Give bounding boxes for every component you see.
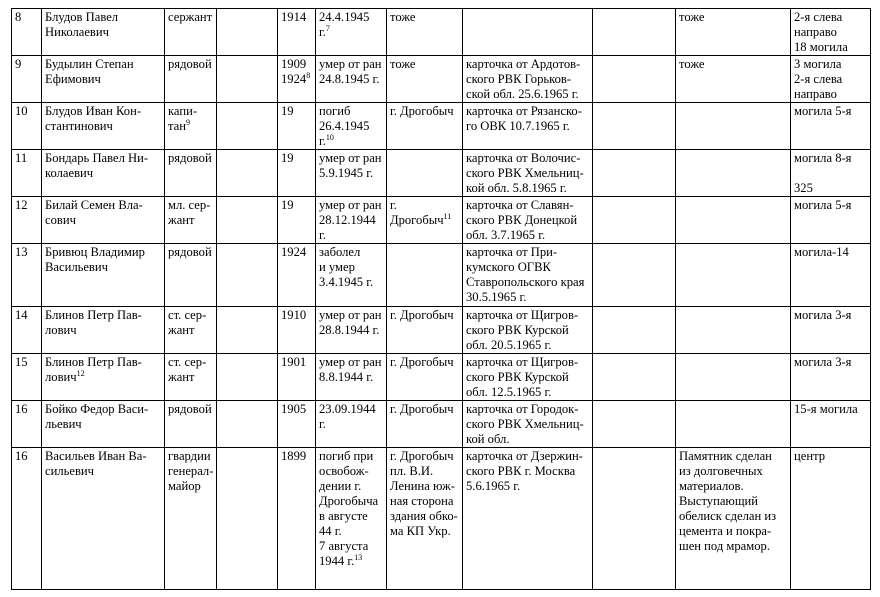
grave-location-cell <box>791 448 871 590</box>
burial-records-table <box>11 8 871 590</box>
burial-place-cell <box>387 56 463 103</box>
table-row <box>12 103 871 150</box>
row-number-cell <box>12 150 42 197</box>
death-info-cell <box>316 9 387 56</box>
table-row <box>12 307 871 354</box>
birth-year-text: 1905 <box>281 402 307 416</box>
remark-text: тоже <box>679 57 705 71</box>
footnote-marker: 13 <box>354 553 363 562</box>
birth-year-cell <box>278 307 316 354</box>
empty-cell <box>593 103 676 150</box>
burial-place-cell <box>387 354 463 401</box>
row-number-text: 15 <box>15 355 28 369</box>
grave-location-text: могила 5-я <box>794 104 852 118</box>
row-number-cell <box>12 244 42 307</box>
burial-place-text: г. Дрогобыч <box>390 402 454 416</box>
military-rank-cell <box>165 56 217 103</box>
remark-cell <box>676 9 791 56</box>
source-card-cell <box>463 354 593 401</box>
full-name-text: Блинов Петр Пав- лович <box>45 355 142 384</box>
grave-location-text: 2-я слева направо 18 могила <box>794 10 848 54</box>
birth-year-cell <box>278 9 316 56</box>
empty-cell <box>593 150 676 197</box>
death-info-cell <box>316 448 387 590</box>
military-rank-cell <box>165 197 217 244</box>
full-name-text: Блудов Павел Николаевич <box>45 10 119 39</box>
full-name-cell <box>42 307 165 354</box>
birth-year-cell <box>278 354 316 401</box>
source-card-text: карточка от Волочис- ского РВК Хмельниц- кой обл. 5.8.1965 г. <box>466 151 584 195</box>
footnote-marker: 7 <box>325 24 330 33</box>
row-number-text: 12 <box>15 198 28 212</box>
source-card-text: карточка от Щигров- ского РВК Курской обл. 12.5.1965 г. <box>466 355 579 399</box>
empty-cell <box>593 354 676 401</box>
empty-cell <box>593 56 676 103</box>
row-number-text: 16 <box>15 449 28 463</box>
full-name-cell <box>42 401 165 448</box>
source-card-text: карточка от Дзержин- ского РВК г. Москва 5.6.1965 г. <box>466 449 583 493</box>
empty-cell <box>217 150 278 197</box>
burial-place-cell <box>387 9 463 56</box>
remark-cell <box>676 401 791 448</box>
death-info-cell <box>316 401 387 448</box>
burial-place-cell <box>387 307 463 354</box>
burial-place-cell <box>387 448 463 590</box>
remark-cell <box>676 448 791 590</box>
empty-cell <box>217 354 278 401</box>
military-rank-text: ст. сер- жант <box>168 308 207 337</box>
death-info-text: умер от ран 28.12.1944 г. <box>319 198 382 242</box>
row-number-cell <box>12 354 42 401</box>
grave-location-cell <box>791 9 871 56</box>
birth-year-cell <box>278 401 316 448</box>
footnote-marker: 12 <box>76 369 85 378</box>
remark-cell <box>676 354 791 401</box>
death-info-cell <box>316 56 387 103</box>
death-info-text: погиб 26.4.1945 г. <box>319 104 370 148</box>
military-rank-text: рядовой <box>168 151 212 165</box>
full-name-text: Бойко Федор Васи- льевич <box>45 402 149 431</box>
military-rank-text: рядовой <box>168 245 212 259</box>
source-card-cell <box>463 244 593 307</box>
birth-year-cell <box>278 448 316 590</box>
row-number-cell <box>12 448 42 590</box>
death-info-cell <box>316 197 387 244</box>
full-name-cell <box>42 103 165 150</box>
table-row <box>12 150 871 197</box>
military-rank-cell <box>165 9 217 56</box>
empty-cell <box>217 9 278 56</box>
death-info-text: умер от ран 28.8.1944 г. <box>319 308 382 337</box>
empty-cell <box>593 9 676 56</box>
grave-location-text: могила 3-я <box>794 308 852 322</box>
full-name-cell <box>42 197 165 244</box>
burial-place-text: г. Дрогобыч <box>390 355 454 369</box>
full-name-text: Бривюц Владимир Васильевич <box>45 245 145 274</box>
row-number-text: 8 <box>15 10 22 24</box>
military-rank-text: рядовой <box>168 402 212 416</box>
death-info-text: 23.09.1944 г. <box>319 402 376 431</box>
row-number-cell <box>12 103 42 150</box>
full-name-cell <box>42 354 165 401</box>
birth-year-text: 1899 <box>281 449 307 463</box>
burial-place-text: г. Дрогобыч <box>390 308 454 322</box>
table-row <box>12 197 871 244</box>
full-name-cell <box>42 9 165 56</box>
source-card-text: карточка от Щигров- ского РВК Курской обл. 20.5.1965 г. <box>466 308 579 352</box>
row-number-cell <box>12 307 42 354</box>
military-rank-cell <box>165 150 217 197</box>
burial-place-cell <box>387 244 463 307</box>
empty-cell <box>217 307 278 354</box>
military-rank-text: капи- тан <box>168 104 198 133</box>
death-info-cell <box>316 244 387 307</box>
remark-text: тоже <box>679 10 705 24</box>
row-number-text: 14 <box>15 308 28 322</box>
row-number-cell <box>12 197 42 244</box>
empty-cell <box>593 244 676 307</box>
birth-year-cell <box>278 244 316 307</box>
death-info-text: заболел и умер 3.4.1945 г. <box>319 245 374 289</box>
birth-year-cell <box>278 197 316 244</box>
military-rank-text: гвардии генерал- майор <box>168 449 214 493</box>
burial-place-text: г. Дрогобыч <box>390 104 454 118</box>
grave-location-text: центр <box>794 449 826 463</box>
grave-location-cell <box>791 56 871 103</box>
row-number-text: 11 <box>15 151 28 165</box>
grave-location-cell <box>791 244 871 307</box>
grave-location-text: 15-я могила <box>794 402 858 416</box>
grave-location-cell <box>791 103 871 150</box>
birth-year-cell <box>278 150 316 197</box>
grave-location-cell <box>791 150 871 197</box>
empty-cell <box>593 448 676 590</box>
death-info-cell <box>316 307 387 354</box>
source-card-cell <box>463 103 593 150</box>
death-info-text: погиб при освобож- дении г. Дрогобыча в августе 44 г. 7 августа 1944 г. <box>319 449 379 568</box>
birth-year-cell <box>278 56 316 103</box>
table-row <box>12 9 871 56</box>
row-number-text: 13 <box>15 245 28 259</box>
table-body <box>12 9 871 590</box>
grave-location-text: могила 3-я <box>794 355 852 369</box>
source-card-cell <box>463 56 593 103</box>
grave-location-text: могила-14 <box>794 245 849 259</box>
footnote-marker: 10 <box>325 133 334 142</box>
remark-text: Памятник сделан из долговечных материалов. Выступающий обелиск сделан из цемента и покра- шен под мрамор. <box>679 449 777 553</box>
row-number-text: 10 <box>15 104 28 118</box>
empty-cell <box>217 103 278 150</box>
birth-year-text: 1924 <box>281 245 307 259</box>
empty-cell <box>593 197 676 244</box>
grave-location-text: могила 5-я <box>794 198 852 212</box>
row-number-cell <box>12 56 42 103</box>
remark-cell <box>676 197 791 244</box>
burial-place-text: г. Дрогобыч пл. В.И. Ленина юж- ная сторона здания обко- ма КП Укр. <box>390 449 458 538</box>
full-name-text: Билай Семен Вла- сович <box>45 198 143 227</box>
military-rank-text: ст. сер- жант <box>168 355 207 384</box>
source-card-cell <box>463 307 593 354</box>
full-name-cell <box>42 448 165 590</box>
empty-cell <box>217 401 278 448</box>
table-row <box>12 244 871 307</box>
birth-year-text: 19 <box>281 198 294 212</box>
birth-year-text: 19 <box>281 104 294 118</box>
military-rank-text: мл. сер- жант <box>168 198 211 227</box>
death-info-cell <box>316 150 387 197</box>
death-info-cell <box>316 103 387 150</box>
burial-place-text: г. Дрогобыч <box>390 198 444 227</box>
remark-cell <box>676 103 791 150</box>
source-card-text: карточка от При- кумского ОГВК Ставропольского края 30.5.1965 г. <box>466 245 585 304</box>
source-card-text: карточка от Ардотов- ского РВК Горьков- ской обл. 25.6.1965 г. <box>466 57 581 101</box>
birth-year-text: 1901 <box>281 355 307 369</box>
military-rank-cell <box>165 103 217 150</box>
empty-cell <box>217 244 278 307</box>
source-card-text: карточка от Рязанско- го ОВК 10.7.1965 г. <box>466 104 582 133</box>
remark-cell <box>676 56 791 103</box>
death-info-cell <box>316 354 387 401</box>
full-name-cell <box>42 56 165 103</box>
source-card-cell <box>463 9 593 56</box>
empty-cell <box>217 56 278 103</box>
burial-place-text: тоже <box>390 57 416 71</box>
military-rank-cell <box>165 307 217 354</box>
military-rank-text: рядовой <box>168 57 212 71</box>
source-card-cell <box>463 401 593 448</box>
source-card-cell <box>463 150 593 197</box>
remark-cell <box>676 244 791 307</box>
death-info-text: умер от ран 5.9.1945 г. <box>319 151 382 180</box>
full-name-text: Блинов Петр Пав- лович <box>45 308 142 337</box>
row-number-text: 9 <box>15 57 22 71</box>
grave-location-cell <box>791 354 871 401</box>
empty-cell <box>217 197 278 244</box>
burial-place-cell <box>387 401 463 448</box>
burial-place-cell <box>387 103 463 150</box>
death-info-text: умер от ран 8.8.1944 г. <box>319 355 382 384</box>
empty-cell <box>593 307 676 354</box>
source-card-text: карточка от Славян- ского РВК Донецкой обл. 3.7.1965 г. <box>466 198 578 242</box>
death-info-text: 24.4.1945 г. <box>319 10 370 39</box>
source-card-cell <box>463 448 593 590</box>
birth-year-text: 1909 1924 <box>281 57 307 86</box>
full-name-text: Будылин Степан Ефимович <box>45 57 134 86</box>
table-row <box>12 448 871 590</box>
grave-location-text: 3 могила 2-я слева направо <box>794 57 843 101</box>
burial-place-text: тоже <box>390 10 416 24</box>
grave-location-text: могила 8-я 325 <box>794 151 852 195</box>
full-name-text: Бондарь Павел Ни- колаевич <box>45 151 149 180</box>
source-card-text: карточка от Городок- ского РВК Хмельниц- кой обл. <box>466 402 584 446</box>
full-name-cell <box>42 244 165 307</box>
grave-location-cell <box>791 197 871 244</box>
row-number-text: 16 <box>15 402 28 416</box>
empty-cell <box>593 401 676 448</box>
row-number-cell <box>12 9 42 56</box>
birth-year-text: 1914 <box>281 10 307 24</box>
death-info-text: умер от ран 24.8.1945 г. <box>319 57 382 86</box>
grave-location-cell <box>791 307 871 354</box>
military-rank-cell <box>165 401 217 448</box>
table-row <box>12 354 871 401</box>
full-name-text: Васильев Иван Ва- сильевич <box>45 449 147 478</box>
table-row <box>12 56 871 103</box>
burial-place-cell <box>387 197 463 244</box>
row-number-cell <box>12 401 42 448</box>
grave-location-cell <box>791 401 871 448</box>
source-card-cell <box>463 197 593 244</box>
military-rank-cell <box>165 448 217 590</box>
full-name-cell <box>42 150 165 197</box>
military-rank-text: сержант <box>168 10 213 24</box>
remark-cell <box>676 150 791 197</box>
footnote-marker: 9 <box>186 118 190 127</box>
footnote-marker: 8 <box>306 71 311 80</box>
birth-year-cell <box>278 103 316 150</box>
birth-year-text: 1910 <box>281 308 307 322</box>
table-row <box>12 401 871 448</box>
footnote-marker: 11 <box>443 212 452 221</box>
full-name-text: Блудов Иван Кон- стантинович <box>45 104 142 133</box>
remark-cell <box>676 307 791 354</box>
military-rank-cell <box>165 244 217 307</box>
burial-place-cell <box>387 150 463 197</box>
military-rank-cell <box>165 354 217 401</box>
empty-cell <box>217 448 278 590</box>
birth-year-text: 19 <box>281 151 294 165</box>
